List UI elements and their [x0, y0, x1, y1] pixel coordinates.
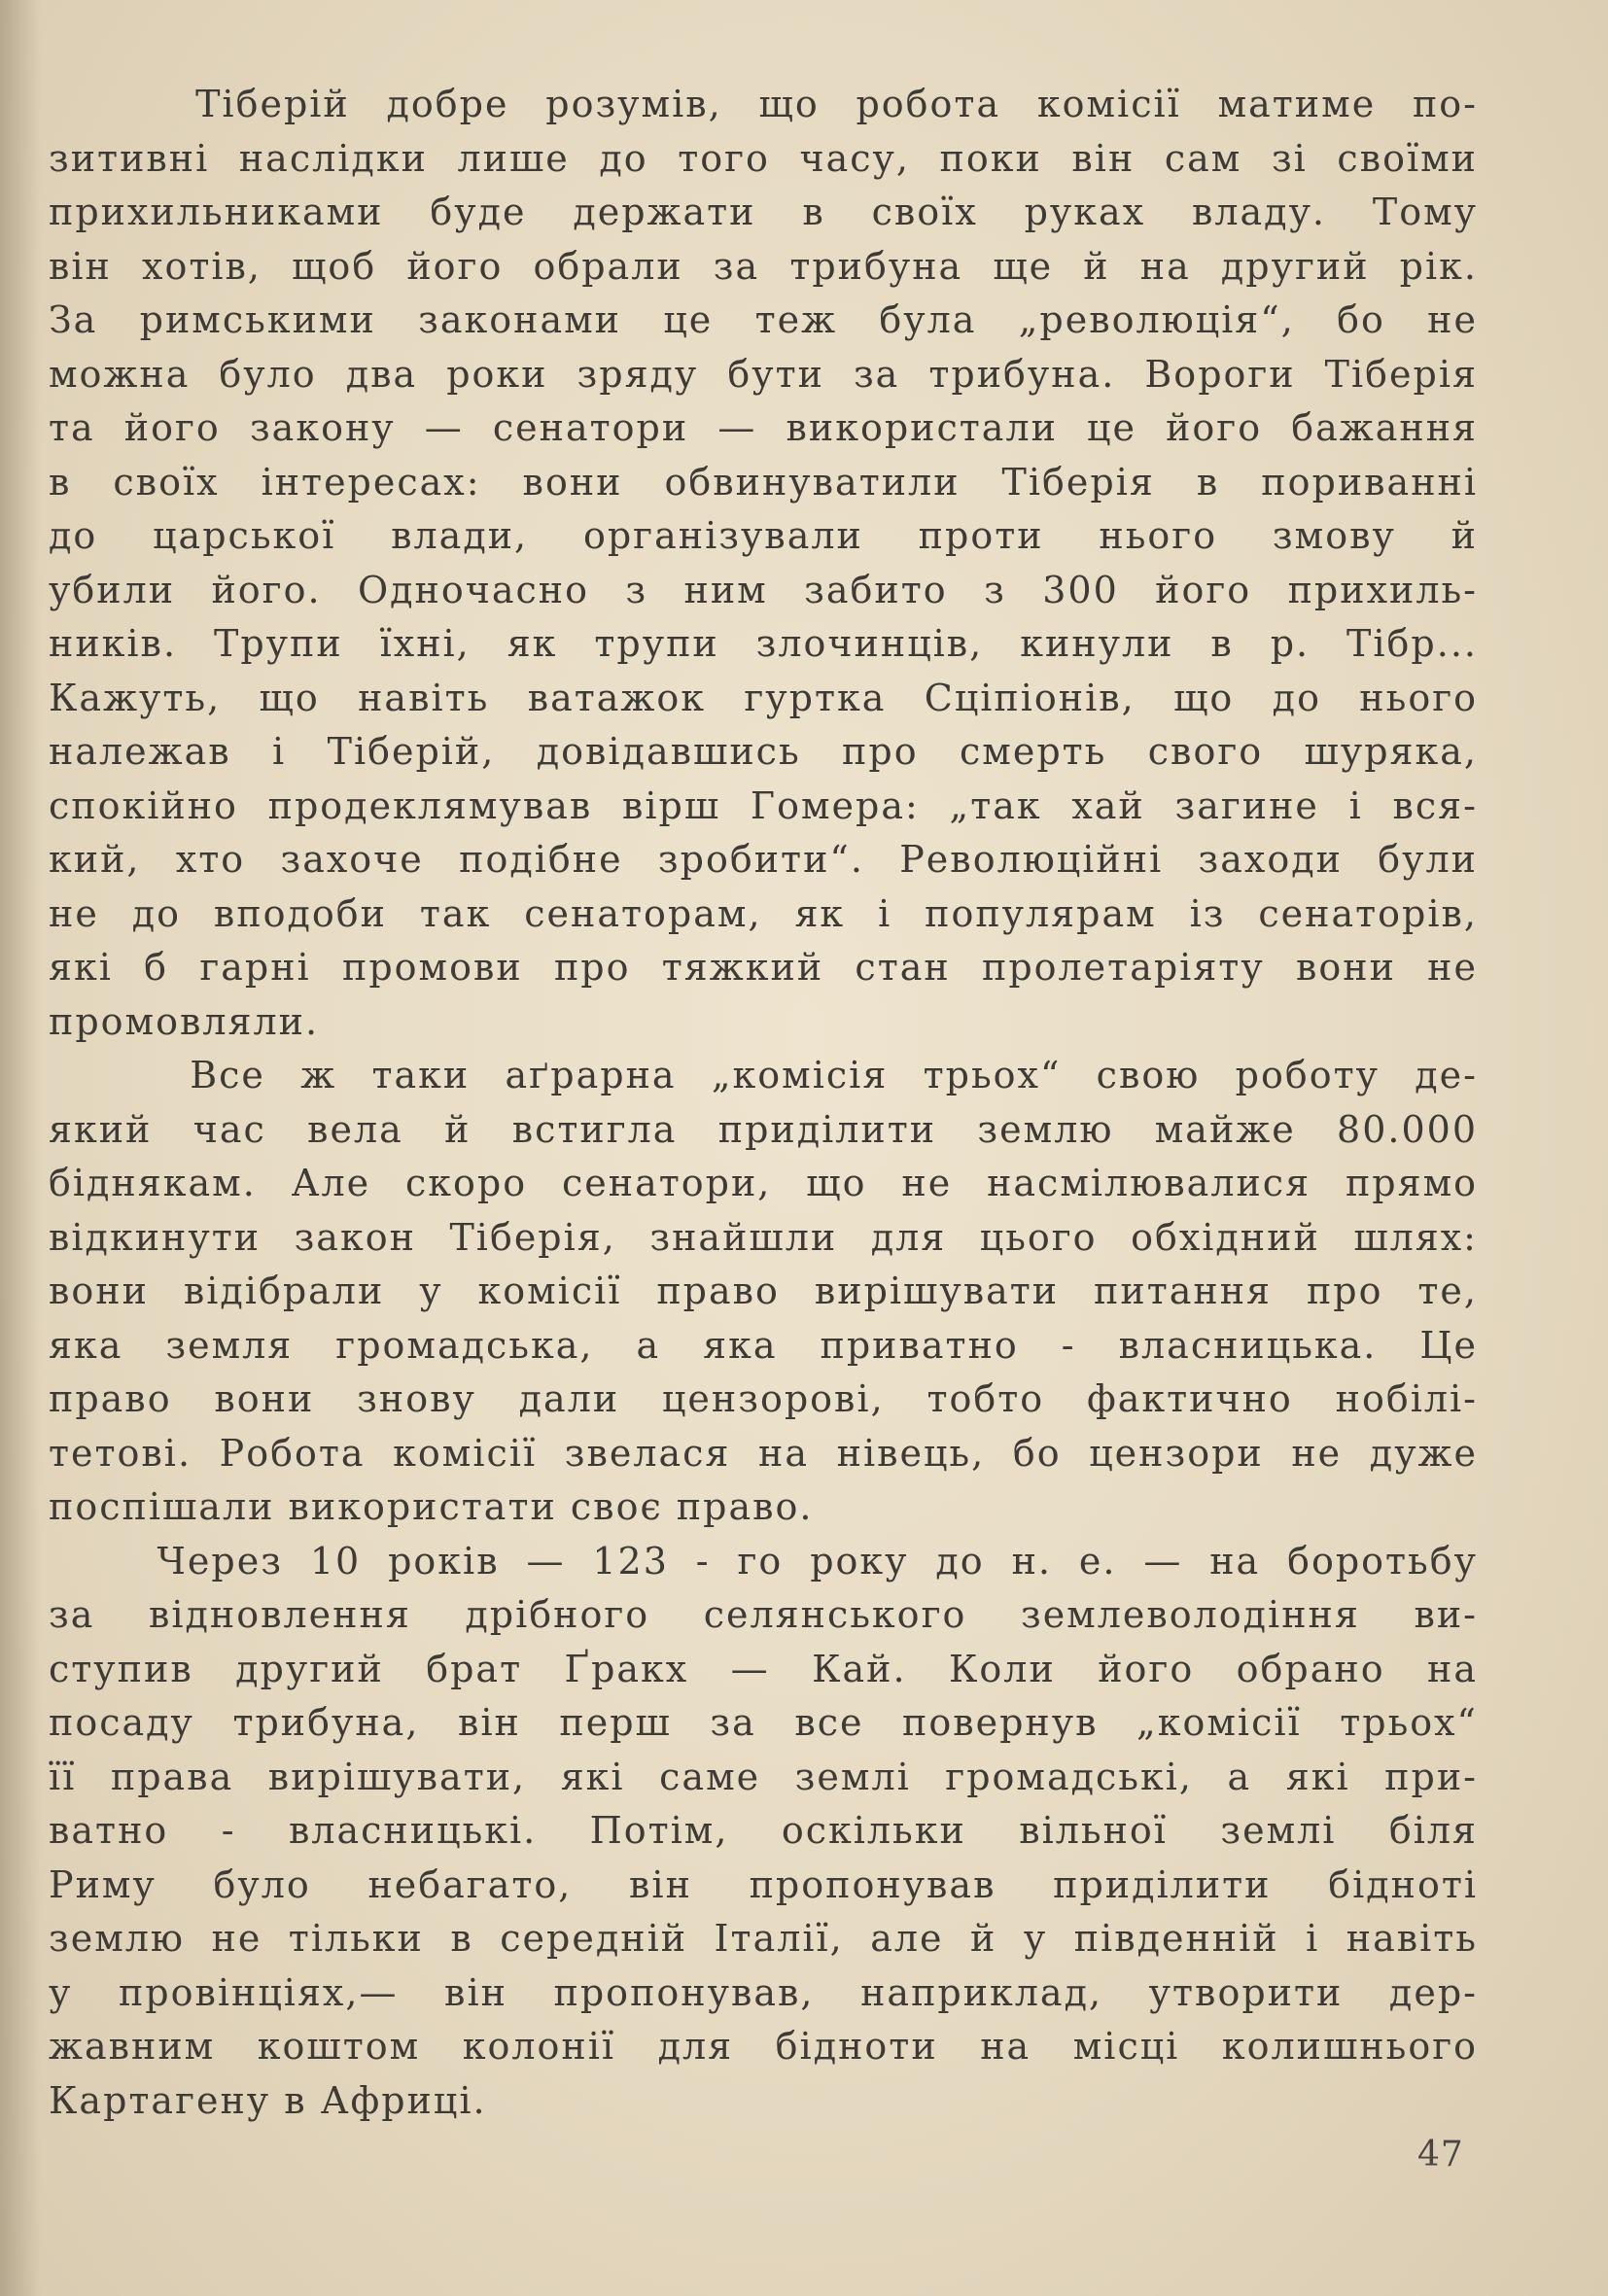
text-line: які б гарні промови про тяжкий стан пролетаріяту вони не — [49, 946, 1478, 989]
text-line: промовляли. — [49, 999, 320, 1043]
text-line: поспішали використати своє право. — [49, 1485, 814, 1528]
text-line: Через 10 років — 123 - го року до н. е. — на боротьбу — [49, 1539, 1478, 1583]
text-line: посаду трибуна, він перш за все повернув „комісії трьох“ — [49, 1701, 1478, 1744]
text-line: За римськими законами це теж була „революція“, бо не — [49, 298, 1478, 341]
text-line: у провінціях,— він пропонував, наприклад, утворити дер- — [49, 1970, 1478, 2014]
text-line: належав і Тіберій, довідавшись про смерть свого шуряка, — [49, 730, 1478, 773]
text-line: біднякам. Але скоро сенатори, що не насмілювалися прямо — [49, 1162, 1478, 1204]
text-line: Кажуть, що навіть ватажок гуртка Сціпіонів, що до нього — [49, 676, 1478, 719]
text-line: яка земля громадська, а яка приватно - власницька. Це — [49, 1323, 1478, 1367]
text-line: ників. Трупи їхні, як трупи злочинців, кинули в р. Тібр... — [49, 622, 1478, 665]
page-number: 47 — [1417, 2135, 1464, 2174]
spine-shadow — [0, 0, 41, 2296]
text-line: Картагену в Африці. — [49, 2078, 487, 2122]
text-line: тетові. Робота комісії звелася на нівець, бо цензори не дуже — [49, 1431, 1478, 1475]
text-line: відкинути закон Тіберія, знайшли для цього обхідний шлях: — [49, 1215, 1478, 1259]
text-line: який час вела й встигла приділити землю майже 80.000 — [49, 1107, 1478, 1151]
text-line: вони відібрали у комісії право вирішувати питання про те, — [49, 1270, 1478, 1312]
text-line: Тіберій добре розумів, що робота комісії матиме по- — [49, 83, 1478, 125]
text-line: спокійно продеклямував вірш Гомера: „так хай загине і вся- — [49, 783, 1478, 827]
text-line: та його закону — сенатори — використали це його бажання — [49, 406, 1478, 449]
text-line: в своїх інтересах: вони обвинуватили Тіберія в пориванні — [49, 460, 1478, 504]
text-line: ватно - власницькі. Потім, оскільки вільної землі біля — [49, 1809, 1478, 1852]
text-line: прихильниками буде держати в своїх руках владу. Тому — [49, 191, 1478, 233]
text-line: зитивні наслідки лише до того часу, поки він сам зі своїми — [49, 136, 1478, 180]
text-line: кий, хто захоче подібне зробити“. Революційні заходи були — [49, 838, 1478, 881]
text-line: можна було два роки зряду бути за трибуна. Вороги Тіберія — [49, 352, 1478, 396]
text-line: право вони знову дали цензорові, тобто фактично нобілі- — [49, 1377, 1478, 1420]
body-text — [49, 78, 1478, 2128]
text-line: до царської влади, організували проти нього змову й — [49, 514, 1478, 557]
text-line: не до вподоби так сенаторам, як і популярам із сенаторів, — [49, 891, 1478, 935]
text-line: ступив другий брат Ґракх — Кай. Коли його обрано на — [49, 1647, 1478, 1690]
text-line: жавним коштом колонії для бідноти на місці колишнього — [49, 2025, 1478, 2068]
text-line: за відновлення дрібного селянського землеволодіння ви- — [49, 1593, 1478, 1636]
text-line: її права вирішувати, які саме землі громадські, а які при- — [49, 1755, 1478, 1798]
text-line: Все ж таки аґрарна „комісія трьох“ свою роботу де- — [49, 1054, 1478, 1096]
text-line: землю не тільки в середній Італії, але й у південній і навіть — [49, 1917, 1478, 1960]
text-line: він хотів, щоб його обрали за трибуна ще й на другий рік. — [49, 244, 1478, 288]
text-line: Риму було небагато, він пропонував приділити бідноті — [49, 1862, 1478, 1906]
text-line: убили його. Одночасно з ним забито з 300 його прихиль- — [49, 568, 1478, 611]
